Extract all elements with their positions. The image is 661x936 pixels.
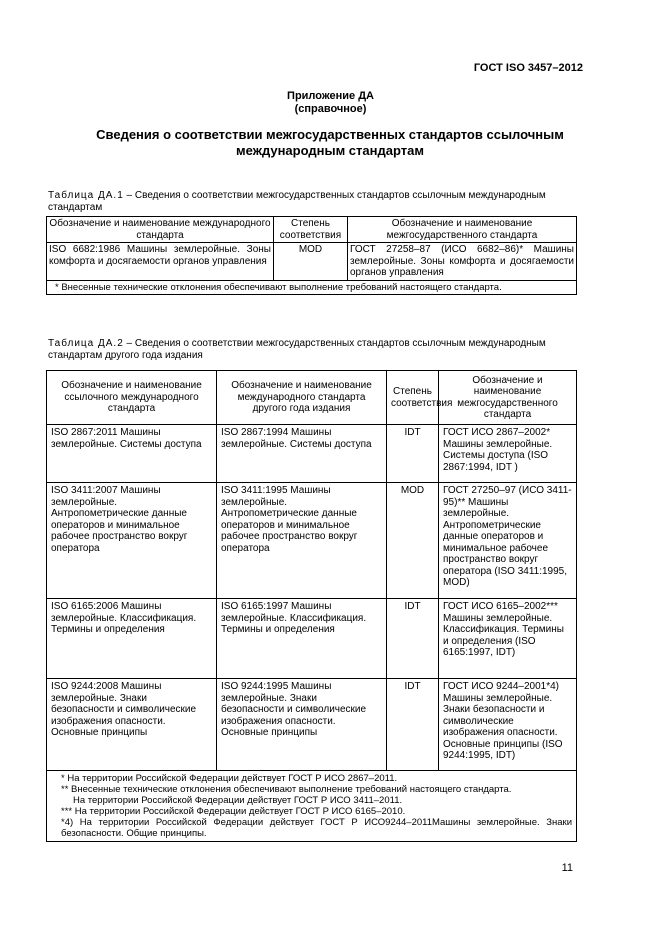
table2-footnotes bbox=[47, 771, 577, 842]
page-number: 11 bbox=[561, 862, 573, 874]
page-heading bbox=[60, 127, 600, 159]
heading-line-1: Сведения о соответствии межгосударственных стандартов ссылочным bbox=[96, 127, 564, 142]
table-cell: IDT bbox=[387, 425, 439, 483]
table1-caption-prefix: Таблица ДА.1 bbox=[48, 190, 124, 201]
table2-footnote-row bbox=[47, 771, 577, 842]
table-cell: MOD bbox=[387, 483, 439, 599]
table2-header-row bbox=[47, 371, 577, 425]
table2 bbox=[46, 370, 577, 842]
table1-header-cell: Обозначение и наименование межгосударственного стандарта bbox=[348, 217, 577, 243]
appendix-title: Приложение ДА bbox=[287, 90, 374, 102]
table1-footnote: * Внесенные технические отклонения обеспечивают выполнение требований настоящего стандарта. bbox=[47, 280, 577, 294]
appendix-subtitle: (справочное) bbox=[294, 103, 367, 115]
table1-caption bbox=[48, 190, 588, 214]
table2-caption bbox=[48, 338, 588, 362]
table-cell: ISO 6165:1997 Машины землеройные. Классификация. Термины и определения bbox=[217, 599, 387, 679]
table2-caption-prefix: Таблица ДА.2 bbox=[48, 338, 124, 349]
table-row bbox=[47, 425, 577, 483]
table-cell: ГОСТ ИСО 2867–2002* Машины землеройные. Системы доступа (ISO 2867:1994, IDT ) bbox=[439, 425, 577, 483]
table-cell: ISO 3411:1995 Машины землеройные. Антропометрические данные операторов и минимальное рабочее пространство вокруг оператора bbox=[217, 483, 387, 599]
footnote: На территории Российской Федерации действует ГОСТ Р ИСО 3411–2011. bbox=[73, 795, 403, 806]
table-cell: ISO 2867:2011 Машины землеройные. Системы доступа bbox=[47, 425, 217, 483]
footnote: *** На территории Российской Федерации действует ГОСТ Р ИСО 6165–2010. bbox=[61, 806, 406, 817]
table1-header-row bbox=[47, 217, 577, 243]
table-row bbox=[47, 679, 577, 771]
table-cell: ГОСТ 27258–87 (ИСО 6682–86)* Машины землеройные. Зоны комфорта и досягаемости органов управления bbox=[348, 243, 577, 281]
table-row bbox=[47, 483, 577, 599]
table1-header-cell: Обозначение и наименование международного стандарта bbox=[47, 217, 274, 243]
table-cell: ISO 2867:1994 Машины землеройные. Системы доступа bbox=[217, 425, 387, 483]
footnote: ** Внесенные технические отклонения обеспечивают выполнение требований настоящего стандарта. bbox=[61, 784, 512, 795]
table-cell: ГОСТ ИСО 9244–2001*4) Машины землеройные. Знаки безопасности и символические изображения опасности. Основные принципы (ISO 9244:1995, IDT) bbox=[439, 679, 577, 771]
table-row bbox=[47, 243, 577, 281]
table1-caption-text: – Сведения о соответствии межгосударственных стандартов ссылочным международным стандартам bbox=[48, 190, 546, 213]
table-cell: ISO 3411:2007 Машины землеройные. Антропометрические данные операторов и минимальное рабочее пространство вокруг оператора bbox=[47, 483, 217, 599]
table1-footnote-row bbox=[47, 280, 577, 294]
footnote: *4) На территории Российской Федерации действует ГОСТ Р ИСО9244–2011Машины землеройные. Знаки безопасности. Общие принципы. bbox=[61, 817, 572, 839]
table2-header-cell: Степень соответствия bbox=[387, 371, 439, 425]
table2-header-cell: Обозначение и наименование межгосударственного стандарта bbox=[439, 371, 577, 425]
table2-header-cell: Обозначение и наименование международного стандарта другого года издания bbox=[217, 371, 387, 425]
table-cell: IDT bbox=[387, 679, 439, 771]
table2-caption-text: – Сведения о соответствии межгосударственных стандартов ссылочным международным стандартам другого года издания bbox=[48, 338, 546, 361]
table1 bbox=[46, 216, 577, 295]
table-cell: ISO 6165:2006 Машины землеройные. Классификация. Термины и определения bbox=[47, 599, 217, 679]
table-cell: MOD bbox=[274, 243, 348, 281]
table-cell: ISO 9244:2008 Машины землеройные. Знаки безопасности и символические изображения опасности. Основные принципы bbox=[47, 679, 217, 771]
table-cell: ISO 6682:1986 Машины землеройные. Зоны комфорта и досягаемости органов управления bbox=[47, 243, 274, 281]
heading-line-2: международным стандартам bbox=[236, 143, 424, 158]
table-cell: ISO 9244:1995 Машины землеройные. Знаки безопасности и символические изображения опасности. Основные принципы bbox=[217, 679, 387, 771]
table2-header-cell: Обозначение и наименование ссылочного международного стандарта bbox=[47, 371, 217, 425]
table-row bbox=[47, 599, 577, 679]
table-cell: ГОСТ 27250–97 (ИСО 3411-95)** Машины землеройные. Антропометрические данные операторов и минимальное рабочее пространство вокруг оператора (ISO 3411:1995, MOD) bbox=[439, 483, 577, 599]
table1-header-cell: Степень соответствия bbox=[274, 217, 348, 243]
table-cell: ГОСТ ИСО 6165–2002*** Машины землеройные. Классификация. Термины и определения (ISO 6165:1997, IDT) bbox=[439, 599, 577, 679]
document-code: ГОСТ ISO 3457–2012 bbox=[473, 62, 583, 74]
table-cell: IDT bbox=[387, 599, 439, 679]
footnote: * На территории Российской Федерации действует ГОСТ Р ИСО 2867–2011. bbox=[61, 773, 398, 784]
